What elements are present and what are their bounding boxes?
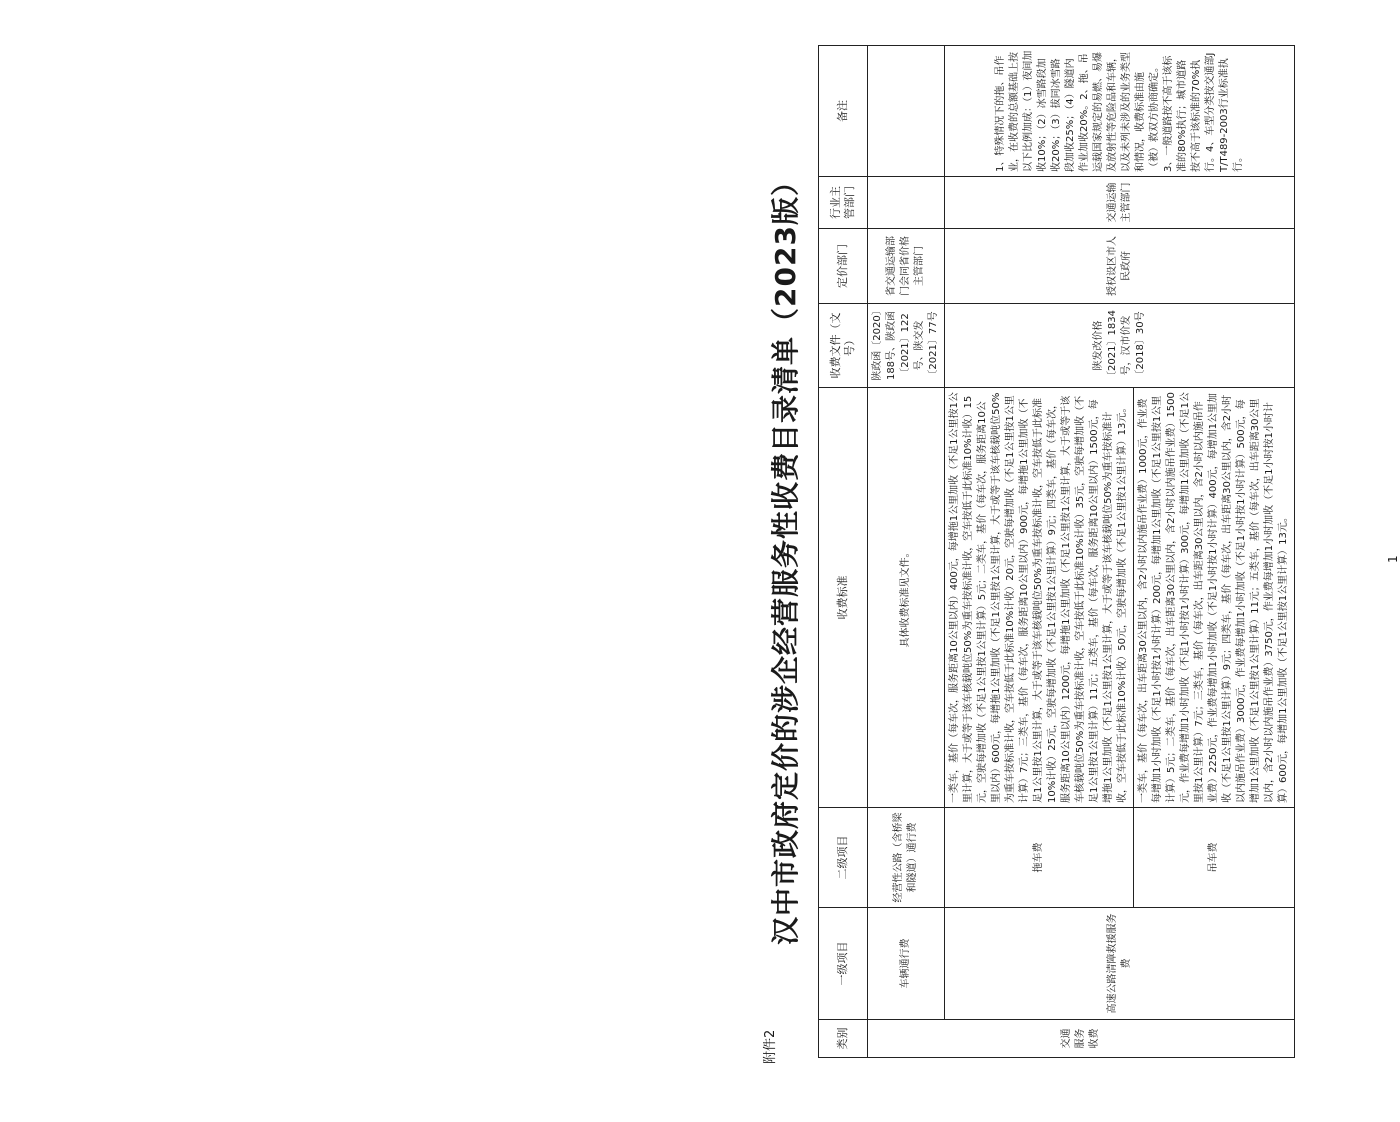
toll-pricing-dept: 省交通运输部门会同省价格主管部门: [868, 229, 945, 304]
toll-remark: [868, 46, 945, 177]
toll-document: 陕政函〔2020〕188号、陕政函〔2021〕122号、陕交发〔2021〕77号: [868, 304, 945, 388]
rescue-industry-dept: 交通运输主管部门: [945, 177, 1295, 229]
tow-level2: 拖车费: [945, 808, 1134, 908]
header-pricing-dept: 定价部门: [819, 229, 868, 304]
header-industry-dept: 行业主管部门: [819, 177, 868, 229]
rescue-document: 陕发改价格〔2021〕1834号，汉市价发〔2018〕30号: [945, 304, 1295, 388]
header-level2: 二级项目: [819, 808, 868, 908]
table-row: [945, 46, 1134, 1058]
tow-standard: 一类车，基价（每车次，服务距离10公里以内）400元，每增拖1公里加收（不足1公里按1公里计算，大于或等于该车核载吨位50%为重车按标准计收，空车按低于此标准10%计收）15元，空驶每增加收（不足1公里按1公里计算）5元；二类车，基价（每车次，服务距离10公里以内）600元，每增拖1公里加收（不足1公里按1公里计算，大于或等于该车核载吨位50%为重车按标准计收，空车按低于此标准10%计收）20元，空驶每增加收（不足1公里按1公里计算）7元；三类车，基价（每车次，服务距离10公里以内）900元，每增拖1公里加收（不足1公里按1公里计算，大于或等于该车核载吨位50%为重车按标准计收，空车按低于此标准10%计收）25元，空驶每增加收（不足1公里按1公里计算）9元；四类车，基价（每车次，服务距离10公里以内）1200元，每增拖1公里加收（不足1公里按1公里计算，大于或等于该车核载吨位50%为重车按标准计收，空车按低于此标准10%计收）35元，空驶每增加收（不足1公里按1公里计算）11元；五类车，基价（每车次，服务距离10公里以内）1500元，每增拖1公里加收（不足1公里按1公里计算，大于或等于该车核载吨位50%为重车按标准计收，空车按低于此标准10%计收）50元，空驶每增加收（不足1公里按1公里计算）13元。: [945, 388, 1134, 808]
header-document: 收费文件（文号）: [819, 304, 868, 388]
category-cell: 交通服务收费: [868, 1020, 1295, 1058]
crane-level2: 吊车费: [1134, 808, 1295, 908]
crane-standard: 一类车，基价（每车次，出车距离30公里以内，含2小时以内施吊作业费）1000元，作业费每增加1小时加收（不足1小时按1小时计算）200元，每增加1公里加收（不足1公里按1公里计算）5元；二类车，基价（每车次，出车距离30公里以内，含2小时以内施吊作业费）1500元，作业费每增加1小时加收（不足1小时按1小时计算）300元，每增加1公里加收（不足1公里按1公里计算）7元；三类车，基价（每车次，出车距离30公里以内，含2小时以内施吊作业费）2250元，作业费每增加1小时加收（不足1小时按1小时计算）400元，每增加1公里加收（不足1公里按1公里计算）9元；四类车，基价（每车次，出车距离30公里以内，含2小时以内施吊作业费）3000元，作业费每增加1小时加收（不足1小时按1小时计算）500元，每增加1公里加收（不足1公里按1公里计算）11元；五类车，基价（每车次，出车距离30公里以内，含2小时以内施吊作业费）3750元，作业费每增加1小时加收（不足1小时按1小时计算）600元，每增加1公里加收（不足1公里按1公里计算）13元。: [1134, 388, 1295, 808]
header-standard: 收费标准: [819, 388, 868, 808]
rescue-pricing-dept: 授权设区市人民政府: [945, 229, 1295, 304]
appendix-label: 附件2: [763, 1029, 778, 1064]
fee-catalog-table: [818, 45, 1295, 1058]
toll-standard: 具体收费标准见文件。: [868, 388, 945, 808]
toll-industry-dept: [868, 177, 945, 229]
page-title: 汉中市政府定价的涉企经营服务性收费目录清单（2023版）: [769, 167, 802, 945]
header-category: 类别: [819, 1020, 868, 1058]
table-row: [868, 46, 945, 1058]
header-remark: 备注: [819, 46, 868, 177]
rotated-page: [758, 46, 1398, 1066]
toll-level2: 经营性公路（含桥梁和隧道）通行费: [868, 808, 945, 908]
rescue-remark: 1、特殊情况下的拖、吊作业，在收费的总额基础上按以下比例加成：（1）夜间加收10%；（2）冰雪路段加收20%；（3）拔同冰雪路段加收25%；（4）隧道内作业加收20%。2、拖、吊运载国家规定的易燃、易爆及放射性等危险品和车辆，以及未列未涉及的业务类型和情况，收费标准由施（被）救双方协商确定。3、一般道路按不高于该标准的80%执行；城市道路按不高于该标准的70%执行。4、车型分类按交通部JT/T489-2003行业标准执行。: [945, 46, 1295, 177]
header-level1: 一级项目: [819, 908, 868, 1020]
rescue-level1: 高速公路清障救援服务费: [945, 908, 1295, 1020]
table-header-row: [819, 46, 868, 1058]
page-number: 1: [1386, 555, 1400, 563]
toll-level1: 车辆通行费: [868, 908, 945, 1020]
